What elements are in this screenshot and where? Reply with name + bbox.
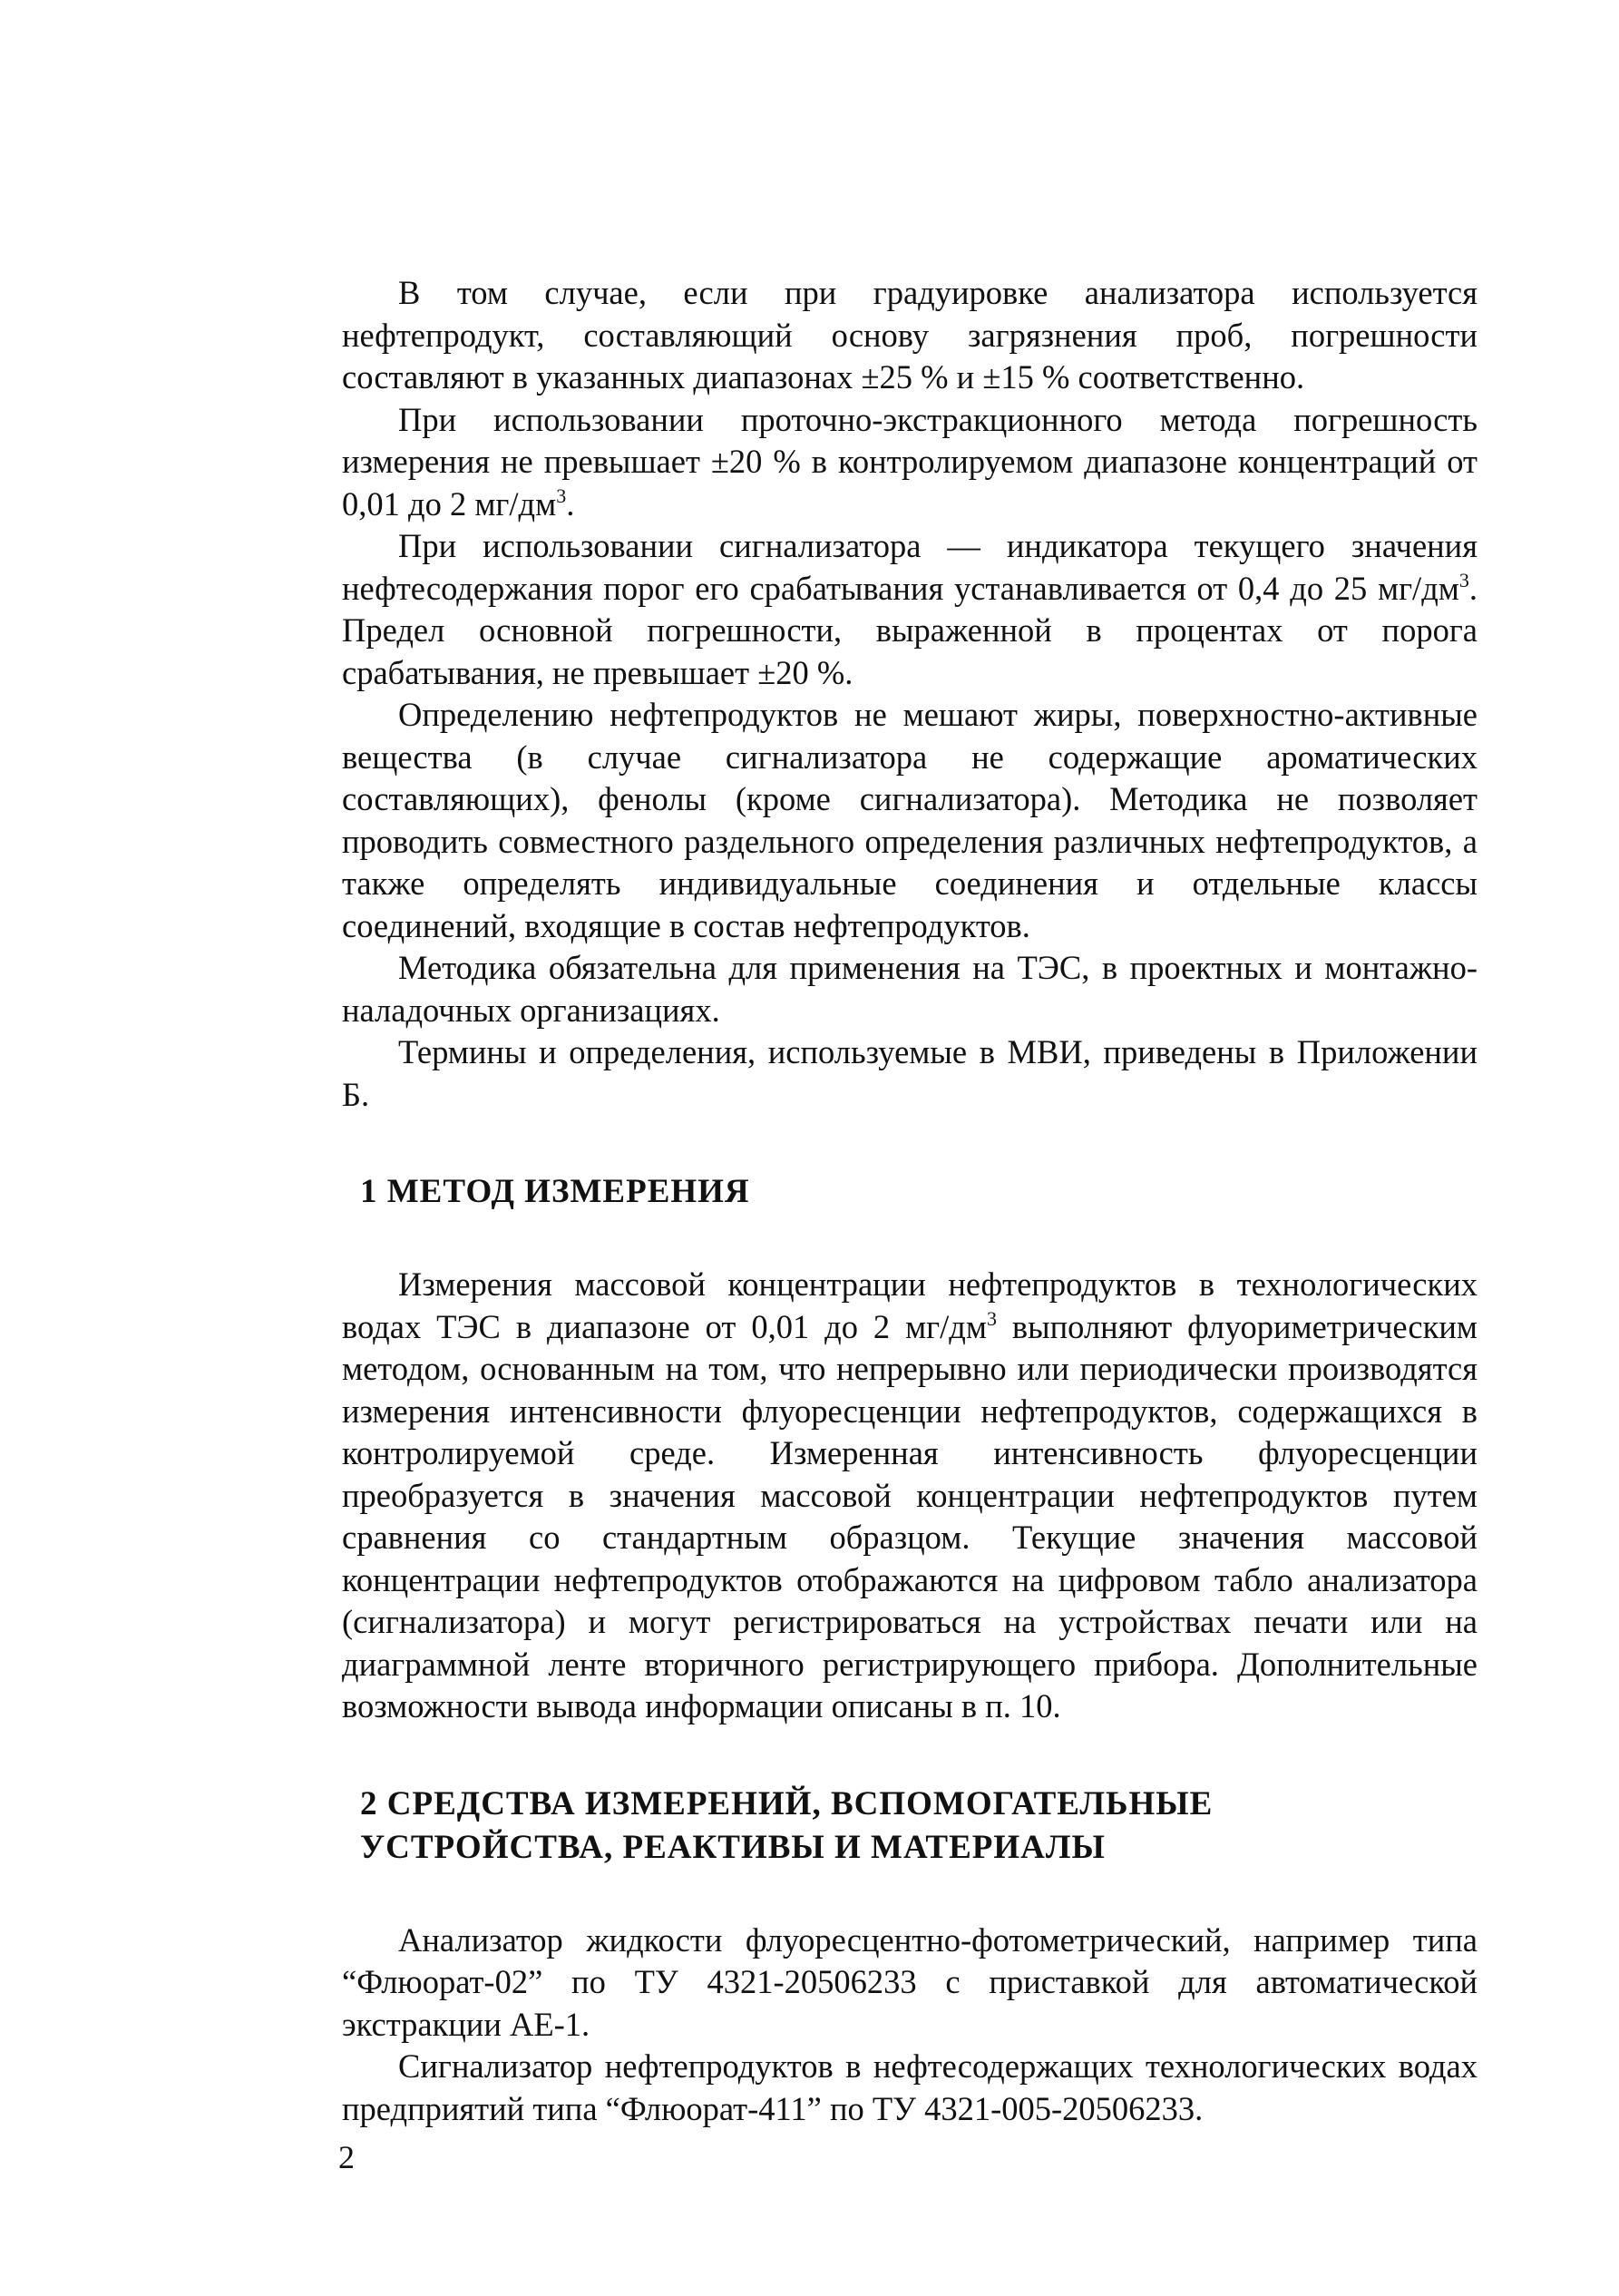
section-1-heading: 1 МЕТОД ИЗМЕРЕНИЯ [360,1173,750,1210]
paragraph-mandatory-use: Методика обязательна для применения на ТЭС, в проектных и монтажно-наладочных организациях. [342,949,1478,1029]
page-number: 2 [338,2139,355,2175]
flow-extraction-text: При использовании проточно-экстракционного метода погрешность измерения не превышает ±20 % в контролируемом диапазоне концентраций от 0,01 до 2 мг/дм [342,400,1478,523]
page-content [342,272,1478,2130]
paragraph-terms-reference: Термины и определения, используемые в МВИ, приведены в Приложении Б. [342,1033,1478,1113]
unit-superscript: 3 [986,1306,997,1330]
signaling-threshold-text: При использовании сигнализатора — индикатора текущего значения нефтесодержания порог его срабатывания устанавливается от 0,4 до 25 мг/дм [342,527,1478,607]
paragraph-signaler-fluorat-411: Сигнализатор нефтепродуктов в нефтесодержащих технологических водах предприятий типа “Флюорат-411” по ТУ 4321-005-20506233. [342,2047,1478,2127]
section-2-heading [342,1783,1478,1870]
section-2-heading-line-1: 2 СРЕДСТВА ИЗМЕРЕНИЙ, ВСПОМОГАТЕЛЬНЫЕ [360,1784,1214,1822]
paragraph-signaling-threshold: При использовании сигнализатора — индикатора текущего значения нефтесодержания порог его срабатывания устанавливается от 0,4 до 25 $мг/дм^3$. Предел основной погрешности, выраженной в процентах от порога срабатывания, не превышает ±20 %. [342,527,1478,691]
paragraph-interferences: Определению нефтепродуктов не мешают жиры, поверхностно-активные вещества (в случае сигнализатора не содержащие ароматических составляющих), фенолы (кроме сигнализатора). Методика не позволяет проводить совместного раздельного определения различных нефтепродуктов, а также определять индивидуальные соединения и отдельные классы соединений, входящие в состав нефтепродуктов. [342,696,1478,944]
method-text-start: Измерения массовой концентрации нефтепродуктов в технологических водах ТЭС в диапазоне от 0,01 до 2 мг/дм [342,1265,1478,1345]
method-text-end: выполняют флуориметрическим методом, основанным на том, что непрерывно или периодически производятся измерения интенсивности флуоресценции нефтепродуктов, содержащихся в контролируемой среде. Измеренная интенсивность флуоресценции преобразуется в значения массовой концентрации нефтепродуктов путем сравнения со стандартным образцом. Текущие значения массовой концентрации нефтепродуктов отображаются на цифровом табло анализатора (сигнализатора) и могут регистрироваться на устройствах печати или на диаграммной ленте вторичного регистрирующего прибора. Дополнительные возможности вывода информации описаны в п. 10. [342,1307,1478,1724]
paragraph-flow-extraction-error: При использовании проточно-экстракционного метода погрешность измерения не превышает ±20 % в контролируемом диапазоне концентраций от 0,01 до 2 $мг/дм^3$. [342,400,1478,523]
paragraph-measurement-method [342,1264,1478,1728]
paragraph-calibration-error: В том случае, если при градуировке анализатора используется нефтепродукт, составляющий основу загрязнения проб, погрешности составляют в указанных диапазонах ±25 % и ±15 % соответственно. [342,274,1478,396]
section-2-heading-line-2: УСТРОЙСТВА, РЕАКТИВЫ И МАТЕРИАЛЫ [360,1828,1106,1866]
unit-superscript: 3 [556,484,567,507]
paragraph-analyzer-fluorat-02: Анализатор жидкости флуоресцентно-фотометрический, например типа “Флюорат-02” по ТУ 4321-20506233 с приставкой для автоматической экстракции АЕ-1. [342,1920,1478,2043]
unit-superscript: 3 [1458,568,1469,591]
signaling-error-text: Предел основной погрешности, выраженной в процентах от порога срабатывания, не превышает ±20 %. [342,611,1478,691]
